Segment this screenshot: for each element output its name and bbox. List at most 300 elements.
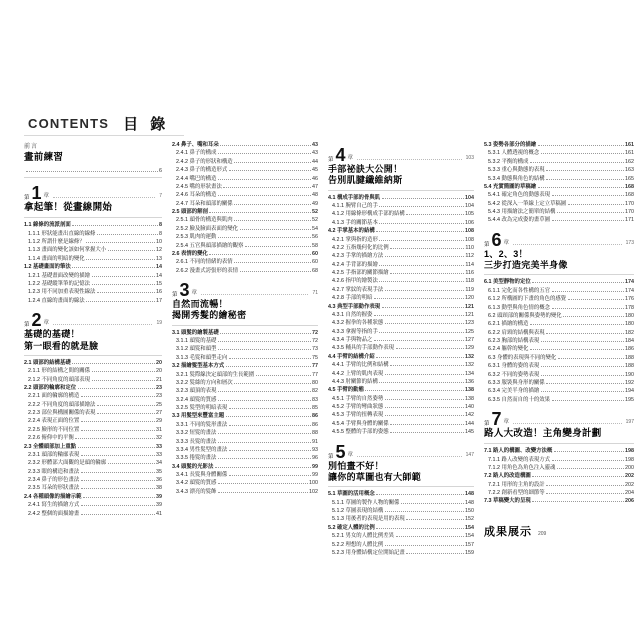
- toc-entry[interactable]: [328, 490, 474, 498]
- leader-dots: [234, 219, 310, 221]
- leader-dots: [245, 245, 311, 247]
- toc-entry[interactable]: [172, 362, 318, 370]
- toc-entry-page: 25: [156, 401, 162, 408]
- toc-entry[interactable]: [484, 329, 634, 337]
- toc-entry-text: 4.2.5 手指部的關節描繪: [332, 270, 389, 277]
- toc-entry[interactable]: [172, 463, 318, 471]
- leader-dots: [218, 348, 311, 350]
- toc-entry[interactable]: [24, 510, 162, 518]
- toc-entry[interactable]: [172, 258, 318, 266]
- toc-entry[interactable]: [172, 183, 318, 191]
- toc-entry-page: 68: [312, 267, 318, 274]
- toc-entry[interactable]: [172, 233, 318, 241]
- leader-dots: [97, 404, 155, 406]
- toc-entry[interactable]: [172, 166, 318, 174]
- toc-entry[interactable]: [24, 476, 162, 484]
- toc-entry[interactable]: [484, 354, 634, 362]
- chapter-prefix: 第: [484, 241, 490, 248]
- toc-entry[interactable]: [24, 401, 162, 409]
- toc-entry[interactable]: [328, 499, 474, 507]
- toc-entry-page: 52: [312, 217, 318, 224]
- toc-entry-page: 150: [465, 508, 474, 514]
- toc-entry-text: 1.2.3 用不同加重表現性線法: [28, 289, 96, 296]
- toc-entry[interactable]: [328, 515, 474, 523]
- toc-entry[interactable]: [328, 227, 474, 235]
- toc-entry[interactable]: [24, 493, 162, 501]
- toc-entry[interactable]: [172, 216, 318, 224]
- toc-entry[interactable]: [484, 191, 634, 199]
- toc-entry[interactable]: [24, 280, 162, 288]
- toc-entry-text: 2.6.1 不同的情緒的表情: [176, 259, 233, 266]
- leader-dots: [218, 178, 311, 180]
- leader-dots: [541, 340, 624, 342]
- result-page: 209: [538, 530, 547, 537]
- leader-dots: [86, 241, 154, 243]
- toc-entry[interactable]: [172, 479, 318, 487]
- toc-entry-page: 161: [625, 142, 634, 148]
- leader-dots: [382, 197, 464, 199]
- toc-entry[interactable]: [328, 210, 474, 218]
- toc-entry[interactable]: [172, 200, 318, 208]
- toc-entry[interactable]: [24, 367, 162, 375]
- toc-entry-text: 6.1 美型靜物的定位: [484, 279, 531, 286]
- toc-entry-page: 75: [312, 354, 318, 361]
- leader-dots: [379, 381, 463, 383]
- toc-entry[interactable]: [484, 345, 634, 353]
- toc-entry[interactable]: [328, 328, 474, 336]
- toc-entry[interactable]: [172, 404, 318, 412]
- toc-entry[interactable]: [24, 246, 162, 254]
- toc-entry-page: 72: [312, 329, 318, 336]
- toc-entry[interactable]: [328, 524, 474, 532]
- chapter-heading: [328, 147, 474, 163]
- toc-entry[interactable]: [172, 225, 318, 233]
- toc-entry[interactable]: [172, 471, 318, 479]
- toc-entry-page: 99: [312, 472, 318, 479]
- toc-entry-text: 5.2.2 理想的人體比例: [332, 541, 384, 548]
- toc-entry[interactable]: [328, 303, 474, 311]
- leader-dots: [382, 306, 464, 308]
- toc-column-3: [328, 141, 474, 564]
- toc-entry-page: 17: [156, 297, 162, 304]
- toc-entry[interactable]: [172, 446, 318, 454]
- toc-entry-text: 3.3.2 短髮的畫法: [176, 430, 217, 437]
- toc-entry[interactable]: [172, 488, 318, 496]
- toc-entry-page: 106: [465, 219, 474, 226]
- result-block: [484, 513, 634, 539]
- toc-entry[interactable]: [172, 354, 318, 362]
- chapter-number: 4: [335, 145, 346, 165]
- toc-entry-text: 7.1.1 路人改變的表現方式: [488, 456, 551, 463]
- toc-entry[interactable]: [328, 532, 474, 540]
- toc-entry[interactable]: [328, 202, 474, 210]
- chapter-heading: [24, 183, 162, 204]
- toc-entry[interactable]: [484, 489, 634, 497]
- toc-entry[interactable]: [24, 376, 162, 384]
- toc-entry-text: 4.1.3 手的關節基本: [332, 219, 378, 226]
- toc-entry[interactable]: [484, 149, 634, 157]
- toc-entry-page: 168: [625, 192, 634, 199]
- leader-dots: [552, 459, 624, 461]
- leader-dots: [385, 289, 464, 291]
- leader-dots: [229, 357, 311, 359]
- toc-entry[interactable]: [328, 194, 474, 202]
- toc-entry[interactable]: [484, 304, 634, 312]
- toc-entry[interactable]: [24, 255, 162, 263]
- toc-entry[interactable]: [172, 421, 318, 429]
- toc-entry-page: 180: [625, 312, 634, 319]
- toc-entry-text: 7.1 路人的構圖、改變方法概: [484, 448, 553, 455]
- leader-dots: [81, 471, 155, 473]
- toc-entry-text: 4.5.1 手臂的自然姿勢: [332, 395, 384, 402]
- toc-entry[interactable]: [328, 286, 474, 294]
- toc-entry[interactable]: [328, 428, 474, 436]
- leader-dots: [86, 258, 154, 260]
- leader-dots: [81, 454, 155, 456]
- toc-entry-page: 31: [156, 426, 162, 433]
- toc-entry[interactable]: [172, 454, 318, 462]
- toc-entry[interactable]: [328, 311, 474, 319]
- toc-entry-text: 1.1.1 形狀能畫出直線的線條: [28, 230, 96, 237]
- leader-dots: [541, 365, 624, 367]
- toc-entry-text: 6.3.4 完美半身的描繪: [488, 388, 540, 395]
- toc-entry[interactable]: [172, 191, 318, 199]
- toc-entry[interactable]: [172, 337, 318, 345]
- toc-entry-page: 44: [312, 158, 318, 165]
- toc-entry-text: 2.3.4 鼻子的形色畫法: [28, 477, 80, 483]
- result-title: 成果展示: [484, 525, 532, 538]
- toc-entry-text: 4.5.4 手臂與身體的關係: [332, 420, 389, 427]
- toc-entry[interactable]: [328, 370, 474, 378]
- toc-entry[interactable]: [24, 392, 162, 400]
- toc-entry-page: 45: [312, 167, 318, 174]
- toc-entry-text: 4.2.1 掌與指的造形: [332, 236, 378, 243]
- toc-entry[interactable]: [484, 362, 634, 370]
- toc-entry-page: 132: [465, 353, 474, 360]
- toc-entry-page: 58: [312, 242, 318, 249]
- toc-entry[interactable]: [328, 507, 474, 515]
- toc-entry[interactable]: [24, 263, 162, 271]
- leader-dots: [390, 247, 464, 249]
- toc-entry-page: 152: [465, 516, 474, 523]
- toc-entry[interactable]: [484, 456, 634, 464]
- contents-header: [24, 113, 169, 134]
- toc-entry[interactable]: [484, 295, 634, 303]
- toc-entry-text: 5.2.3 用身體結構定位開始記畫: [332, 549, 405, 556]
- toc-entry-text: 2.1 頭部的結構基礎: [24, 359, 71, 366]
- toc-entry[interactable]: [484, 447, 634, 455]
- toc-entry-text: 4.5.3 手臂的扭轉表現: [332, 412, 384, 419]
- toc-entry[interactable]: [172, 371, 318, 379]
- toc-entry[interactable]: [24, 409, 162, 417]
- toc-entry[interactable]: [328, 395, 474, 403]
- toc-entry[interactable]: [24, 459, 162, 467]
- toc-entry-text: 3.3.3 長髮的畫法: [176, 438, 217, 445]
- chapter-page: 7: [159, 193, 162, 200]
- section-divider: [24, 355, 162, 356]
- toc-entry-text: 2.2.3 部位與構圖關係的表現: [28, 410, 96, 416]
- toc-entry-text: 4.2.7 掌紋的表現手法: [332, 286, 384, 293]
- toc-entry[interactable]: [24, 221, 162, 229]
- toc-entry-text: 3.2.1 髮際線決定頭部的生長範圍: [176, 371, 255, 378]
- toc-entry[interactable]: [24, 451, 162, 459]
- toc-entry[interactable]: [484, 320, 634, 328]
- toc-entry[interactable]: [484, 158, 634, 166]
- toc-entry-text: 3.1.3 毛髮和頭型走向: [176, 354, 228, 361]
- leader-dots: [218, 457, 311, 459]
- leader-dots: [376, 527, 463, 529]
- toc-entry[interactable]: [328, 378, 474, 386]
- leader-dots: [541, 390, 624, 392]
- leader-dots: [385, 406, 464, 408]
- section-divider: [328, 486, 474, 487]
- toc-entry[interactable]: [484, 200, 634, 208]
- toc-entry-page: 20: [156, 368, 162, 375]
- toc-entry-text: 4.3.1 自然的握姿: [332, 311, 373, 318]
- toc-entry-text: 5.1 草圖的活用概念: [328, 491, 375, 498]
- toc-entry-page: 163: [625, 167, 634, 174]
- chapter-prefix: 第: [24, 195, 30, 202]
- toc-entry[interactable]: [484, 481, 634, 489]
- toc-entry[interactable]: [24, 426, 162, 434]
- toc-entry[interactable]: [484, 183, 634, 191]
- toc-entry[interactable]: [328, 261, 474, 269]
- contents-title-cn: 目 錄: [123, 116, 170, 133]
- toc-entry-text: 2.3.3 眼的構造和畫法: [28, 468, 80, 475]
- toc-entry-page: 184: [625, 338, 634, 345]
- toc-entry[interactable]: [484, 497, 634, 505]
- toc-entry[interactable]: [172, 345, 318, 353]
- toc-entry[interactable]: [24, 484, 162, 492]
- toc-entry[interactable]: [328, 219, 474, 227]
- toc-entry-text: 3.3.5 捲髮的畫法: [176, 455, 217, 462]
- toc-entry-text: 2.4.4 嘴巴的構造: [176, 175, 217, 182]
- toc-entry[interactable]: [484, 166, 634, 174]
- toc-entry[interactable]: [24, 417, 162, 425]
- toc-entry[interactable]: [328, 403, 474, 411]
- toc-entry[interactable]: [172, 396, 318, 404]
- toc-entry[interactable]: [24, 288, 162, 296]
- toc-entry[interactable]: [172, 412, 318, 420]
- toc-entry-text: 5.4.2 從深入一筆線上定立草稿圖: [488, 200, 567, 207]
- toc-entry-page: 14: [156, 264, 162, 271]
- leader-dots: [376, 356, 463, 358]
- chapter-prefix: 第: [328, 453, 334, 460]
- toc-entry[interactable]: [484, 141, 634, 149]
- toc-entry[interactable]: [172, 149, 318, 157]
- chapter-page: 19: [156, 320, 162, 327]
- chapter-suffix: 章: [191, 290, 198, 297]
- leader-dots: [218, 236, 311, 238]
- leader-dots: [552, 290, 624, 292]
- toc-entry[interactable]: [328, 344, 474, 352]
- chapter-suffix: 章: [347, 155, 354, 162]
- toc-entry-text: 4.2.8 手部的明暗: [332, 295, 373, 302]
- toc-entry-text: 4.2.3 手掌的描繪方法: [332, 253, 384, 260]
- toc-entry[interactable]: [328, 541, 474, 549]
- toc-entry-page: 108: [465, 236, 474, 243]
- toc-entry[interactable]: [328, 386, 474, 394]
- toc-entry-text: 7.2 路人的改造構圖: [484, 473, 531, 480]
- toc-entry[interactable]: [172, 438, 318, 446]
- toc-entry[interactable]: [328, 361, 474, 369]
- toc-entry-text: 1.2.1 基礎畫面改變的描繪: [28, 272, 91, 279]
- chapter-prefix: 第: [24, 322, 30, 329]
- toc-entry-page: 125: [465, 328, 474, 335]
- toc-entry[interactable]: [328, 269, 474, 277]
- toc-entry[interactable]: [172, 329, 318, 337]
- toc-entry[interactable]: [24, 238, 162, 246]
- chapter-page: 147: [465, 451, 474, 458]
- toc-entry-page: 148: [465, 499, 474, 506]
- chapter-heading: [484, 229, 634, 250]
- toc-entry[interactable]: [328, 353, 474, 361]
- toc-entry[interactable]: [24, 468, 162, 476]
- toc-entry[interactable]: [328, 236, 474, 244]
- leader-dots: [218, 482, 308, 484]
- chapter-title: 手部祕訣大公開！ 告別肌腱纖維納斯: [328, 164, 403, 186]
- leader-dots: [374, 339, 464, 341]
- toc-entry-page: 206: [625, 498, 634, 505]
- toc-entry-text: 2.5.3 肌肉的運動: [176, 234, 217, 241]
- toc-entry-text: 6.1.3 動型與角色情的概念: [488, 304, 551, 311]
- toc-column-1: [24, 141, 162, 564]
- toc-entry[interactable]: [484, 278, 634, 286]
- leader-dots: [234, 382, 310, 384]
- toc-entry[interactable]: [172, 429, 318, 437]
- toc-entry-page: 120: [465, 295, 474, 302]
- leader-dots: [220, 332, 310, 334]
- leader-dots: [396, 535, 464, 537]
- toc-entry-page: 20: [156, 359, 162, 366]
- leader-dots: [568, 203, 624, 205]
- toc-entry[interactable]: [484, 371, 634, 379]
- leader-dots: [97, 233, 158, 235]
- leader-dots: [81, 513, 155, 515]
- toc-entry-page: 171: [625, 217, 634, 224]
- toc-entry-page: 129: [465, 345, 474, 352]
- leader-dots: [379, 239, 463, 241]
- toc-entry[interactable]: [172, 250, 318, 258]
- leader-dots: [541, 152, 624, 154]
- toc-entry-page: 105: [465, 211, 474, 218]
- leader-dots: [229, 407, 311, 409]
- leader-dots: [81, 429, 155, 431]
- toc-entry[interactable]: [484, 312, 634, 320]
- toc-entry[interactable]: [24, 443, 162, 451]
- toc-entry-text: 5.1.2 草圖表現的結構: [332, 508, 384, 514]
- toc-entry-text: 4.4 手臂的結構介紹: [328, 353, 375, 360]
- toc-entry[interactable]: [328, 336, 474, 344]
- toc-entry[interactable]: [484, 379, 634, 387]
- chapter-suffix: 章: [43, 193, 50, 200]
- section-divider: [24, 217, 162, 218]
- toc-entry[interactable]: [24, 384, 162, 392]
- toc-entry[interactable]: [484, 216, 634, 224]
- leader-dots: [552, 307, 624, 309]
- toc-entry[interactable]: [484, 387, 634, 395]
- leader-dots: [92, 379, 155, 381]
- toc-entry[interactable]: [484, 287, 634, 295]
- leader-dots: [538, 144, 624, 146]
- toc-entry-page: 176: [625, 296, 634, 303]
- leader-dots: [390, 272, 464, 274]
- toc-entry[interactable]: [172, 379, 318, 387]
- leader-dots: [385, 544, 464, 546]
- toc-entry[interactable]: [484, 208, 634, 216]
- leader-dots: [385, 398, 464, 400]
- toc-entry-text: 1.2.4 直線的畫面的線法: [28, 297, 85, 304]
- leader-dots: [229, 474, 311, 476]
- toc-entry[interactable]: [328, 294, 474, 302]
- foreword-label: 前言: [24, 144, 39, 150]
- toc-entry-page: 100: [309, 480, 318, 487]
- toc-entry-page: 73: [312, 346, 318, 353]
- toc-entry[interactable]: [172, 158, 318, 166]
- toc-entry[interactable]: [172, 267, 318, 275]
- toc-entry-page: 165: [625, 175, 634, 182]
- toc-entry[interactable]: [172, 208, 318, 216]
- toc-entry[interactable]: [484, 396, 634, 404]
- toc-entry[interactable]: [484, 175, 634, 183]
- toc-entry-page: 38: [156, 485, 162, 492]
- toc-entry[interactable]: [24, 434, 162, 442]
- toc-entry-page: 56: [312, 234, 318, 241]
- toc-entry[interactable]: [172, 387, 318, 395]
- toc-entry[interactable]: [484, 472, 634, 480]
- leader-dots: [78, 387, 155, 389]
- toc-entry[interactable]: [24, 272, 162, 280]
- toc-entry-text: 4.1.1 腕臂自己的手: [332, 203, 378, 210]
- toc-entry-text: 4.2.6 指甲的繪製法: [332, 278, 378, 285]
- chapter-number: 1: [31, 183, 42, 204]
- leader-dots: [81, 420, 155, 422]
- toc-entry[interactable]: [328, 411, 474, 419]
- chapter-prefix: 第: [172, 292, 178, 299]
- toc-entry[interactable]: [484, 337, 634, 345]
- toc-entry[interactable]: [484, 464, 634, 472]
- toc-entry[interactable]: [24, 230, 162, 238]
- leader-dots: [385, 414, 464, 416]
- leader-dots: [218, 432, 311, 434]
- toc-entry[interactable]: [328, 319, 474, 327]
- toc-entry[interactable]: [24, 359, 162, 367]
- toc-entry-page: 86: [312, 413, 318, 420]
- leader-dots: [546, 492, 623, 494]
- leader-dots: [26, 170, 158, 172]
- toc-entry[interactable]: [172, 175, 318, 183]
- leader-dots: [513, 422, 622, 424]
- toc-entry[interactable]: [328, 549, 474, 557]
- toc-entry[interactable]: [172, 242, 318, 250]
- toc-entry-text: 3.4.3 漂亮的髮飾: [176, 488, 217, 495]
- toc-entry[interactable]: [24, 501, 162, 509]
- toc-entry-page: 136: [465, 378, 474, 385]
- toc-entry-page: 190: [625, 371, 634, 378]
- toc-entry[interactable]: [328, 244, 474, 252]
- toc-entry-page: 39: [156, 493, 162, 500]
- toc-entry[interactable]: [24, 297, 162, 305]
- toc-entry-page: 198: [625, 456, 634, 463]
- toc-entry-page: 6: [159, 167, 162, 174]
- toc-entry[interactable]: [328, 252, 474, 260]
- toc-entry[interactable]: [172, 141, 318, 149]
- leader-dots: [379, 222, 463, 224]
- section-divider: [328, 190, 474, 191]
- result-heading: [484, 513, 634, 539]
- toc-entry[interactable]: [328, 420, 474, 428]
- toc-entry[interactable]: [328, 277, 474, 285]
